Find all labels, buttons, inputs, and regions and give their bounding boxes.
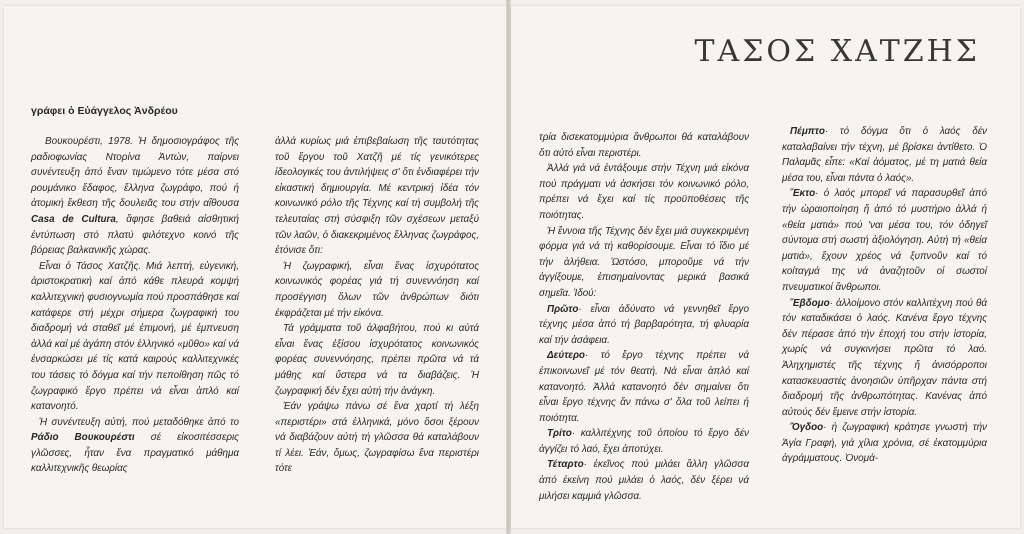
radio-name: Ράδιο Βουκουρέστι [31, 432, 135, 444]
paragraph: Ἡ ζωγραφική, εἶναι ἕνας ἰσχυρότατος κοινωνικός φορέας γιά τή συνεννόηση καί προσέγγιση ὅλων τῶν ἀνθρώπων διότι ἐκφράζεται μέ τήν εἰκόνα. [275, 260, 479, 319]
paragraph [539, 302, 749, 349]
byline: γράφει ὁ Εὐάγγελος Ἀνδρέου [31, 105, 178, 117]
point-label: Ἕκτο [790, 188, 816, 200]
point-label: Ὄγδοο [790, 422, 824, 434]
paragraph [782, 420, 987, 467]
point-text: · τό δόγμα ὅτι ὁ λαός δέν καταλαβαίνει τήν τέχνη, μέ βρίσκει ἀντίθετο. Ὁ Παλαμᾶς εἶπε: «Καί ἀόματος, μέ τη ματιά θεία μέσα του, εἶναι πάντα ὁ λαός». [782, 126, 987, 184]
paragraph [539, 457, 749, 504]
column-4 [782, 124, 987, 467]
paragraph [539, 426, 749, 457]
left-page [4, 6, 506, 528]
point-label: Τρίτο [547, 428, 572, 440]
point-text: · ὁ λαός μπορεῖ νά παρασυρθεῖ ἀπό τήν ὡραιοποίηση ἤ ἀπό τό μυστήριο ἀλλά ἡ «θεία ματιά» πού 'ναι μέσα του, τόν ὁδηγεῖ σύντομα στή σωστή ἀξιολόγηση. Αὐτή τή «θεία ματιά», ἔχουν χρέος νά ξυπνοῦν καί τό κοίταγμά της νά ἀναζητοῦν οἱ σωστοί πνευματικοί ἄνθρωποι. [782, 188, 987, 293]
column-1 [31, 134, 239, 477]
text: , ἄφησε βαθειά αἰσθητική ἐντύπωση στό πλατύ φιλότεχνο κοινό τῆς βόρειας βαλκανικῆς χώρας. [31, 213, 239, 257]
paragraph [31, 134, 239, 259]
point-text: · τό ἔργο τέχνης πρέπει νά ἐπικοινωνεῖ μέ τόν θεατή. Νά εἶναι ἁπλό καί κατανοητό. Ἀλλά κατανοητό δέν σημαίνει ὅτι εἶναι ἔργο τέχνης ἄν πάνω σ' ὅλα τοῦ λείπει ἡ ποιότητα. [539, 350, 749, 424]
column-2 [275, 134, 479, 477]
paragraph: Ἐάν γράψω πάνω σέ ἕνα χαρτί τή λέξη «περιστέρι» στά ἑλληνικά, μόνο ὅσοι ξέρουν νά διαβάζουν αὐτή τή γλῶσσα θά καταλάβουν τί λέει. Ἐάν, ὅμως, ζωγραφίσω ἕνα περιστέρι τότε [275, 401, 479, 475]
paragraph: Ἡ ἔννοια τῆς Τέχνης δέν ἔχει μιά συγκεκριμένη φόρμα γιά νά τή καθορίσουμε. Εἶναι τό ἴδιο μέ τήν ἀλήθεια. Ὡστόσο, μποροῦμε νά τήν ἀγγίξουμε, ἐπισημαίνοντας μερικά βασικά σημεῖα. Ἰδού: [539, 225, 749, 299]
page-title: ΤΑΣΟΣ ΧΑΤΖΗΣ [694, 34, 980, 69]
venue-name: Casa de Cultura [31, 213, 116, 225]
paragraph: τρία δισεκατομμύρια ἄνθρωποι θά καταλάβουν ὅτι αὐτό εἶναι περιστέρι. [539, 132, 749, 159]
paragraph [782, 124, 987, 186]
text: Ἡ συνέντευξη αὐτή, πού μεταδόθηκε ἀπό το [39, 416, 239, 428]
point-text: · εἶναι ἀδύνατο νά γεννηθεῖ ἔργο τέχνης μέσα ἀπό τή βαρβαρότητα, τή φλυαρία καί τήν ἀσάφεια. [539, 303, 749, 346]
point-text: · ἡ ζωγραφική κράτησε γνωστή τήν Ἁγία Γραφή, γιά χίλια χρόνια, σέ ἑκατομμύρια ἀγράμματους. Ὀνομά- [782, 422, 987, 465]
column-3 [539, 130, 749, 504]
paragraph [31, 415, 239, 477]
paragraph [782, 296, 987, 421]
paragraph [782, 186, 987, 295]
point-label: Δεύτερο [547, 350, 585, 362]
point-label: Πέμπτο [790, 126, 825, 137]
text: σέ εἰκοσιτέσσερις γλῶσσες, ἦταν ἕνα πραγματικό μάθημα καλλιτεχνικῆς θεωρίας [31, 432, 239, 475]
paragraph: Ἀλλά γιά νά ἐντάξουμε στήν Τέχνη μιά εἰκόνα πού πράγματι νά ἀσκήσει τόν κοινωνικό ρόλο, πρέπει νά ἔχει καί τίς προϋποθέσεις τῆς ποιότητας. [539, 163, 749, 221]
paragraph: ἀλλά κυρίως μιά ἐπιβεβαίωση τῆς ταυτότητας τοῦ ἔργου τοῦ Χατζῆ μέ τίς γενικότερες ἰδεολογικές του ἀντιλήψεις σ' ὅτι ἐνδιαφέρει τήν εἰκαστική δημιουργία. Μέ κεντρική ἰδέα τόν κοινωνικό ρόλο τῆς Τέχνης καί τή συμβολή τῆς τελευταίας στή σύσφιξη τῶν σχέσεων μεταξύ τῶν λαῶν, ὁ διακεκριμένος ἕλληνας ζωγράφος, ἐτόνισε ὅτι: [275, 136, 479, 257]
point-text: · ἐκεῖνος πού μιλάει ἄλλη γλῶσσα ἀπό ἐκείνη πού μιλάει ὁ λαός, δέν ξέρει νά μιλήσει καμμιά γλῶσσα. [539, 459, 749, 502]
paragraph: Εἶναι ὁ Τάσος Χατζῆς. Μιά λεπτή, εὐγενική, ἀριστοκρατική καί ἀπό κάθε πλευρά κομψή καλλιτεχνική φυσιογνωμία πού προσπάθησε καί κατάφερε στή μέχρι σήμερα ζωγραφική του διαδρομή νά σταθεῖ μέ ἐπιμονή, μέ ἐμπνευση ἀλλά καί μέ ἀγάπη στόν ἑλληνικό «μῦθο» καί νά ἐνσαρκώσει μέ τίς κατά καιρούς καλλιτεχνικές του τάσεις τό δόγμα καί τήν πεποίθηση πῶς τό ζωγραφικό ἔργο πρέπει νά εἶναι ἀπλό καί κατανοητό. [31, 260, 239, 413]
paragraph: Τά γράμματα τοῦ ἀλφαβήτου, πού κι αὐτά εἶναι ἕνας ἐξίσου ἰσχυρότατος κοινωνικός φορέας συνεννόησης, πρέπει πρῶτα νά τά μάθης καί ὕστερα νά τα διαβάζεις. Ἡ ζωγραφική δέν ἔχει αὐτή τήν ἀνάγκη. [275, 323, 479, 397]
text: Βουκουρέστι, 1978. Ἡ δημοσιογράφος τῆς ραδιοφωνίας Ντορίνα Ἀντών, παίρνει συνέντευξη ἀπό ἕναν τιμώμενο τότε μέσα στό ρουμάνικο ἔδαφος, ἕλληνα ζωγράφο, πού ἡ ἀτομική ἔκθεση τῆς δουλειᾶς του στήν αἴθουσα [31, 136, 239, 210]
paragraph [539, 348, 749, 426]
point-label: Πρῶτο [547, 303, 579, 315]
point-label: Ἕβδομο [790, 297, 830, 309]
right-page [511, 6, 1020, 528]
point-text: · ἀλλοίμονο στόν καλλιτέχνη πού θά τόν καταδικάσει ὁ λαός. Κανένα ἔργο τέχνης δέν πέρασε ἀπό τήν ἐποχή του στήν ἱστορία, χωρίς νά συγκινήσει πρῶτα τό λαό. Ἀληχημιστές τῆς τέχνης ἤ ἀνισόρροποι κατασκευαστές ἀνοησιῶν ὑπῆρχαν πάντα στή διαδρομή τῆς ἀνθρωπότητας. Κανένας ἀπό αὐτούς δέν ἔμεινε στήν ἱστορία. [782, 297, 987, 418]
point-text: · καλλιτέχνης τοῦ ὁποίου τό ἔργο δέν ἀγγίζει τό λαό, ἔχει ἀποτύχει. [539, 428, 749, 455]
point-label: Τέταρτο [547, 459, 584, 471]
